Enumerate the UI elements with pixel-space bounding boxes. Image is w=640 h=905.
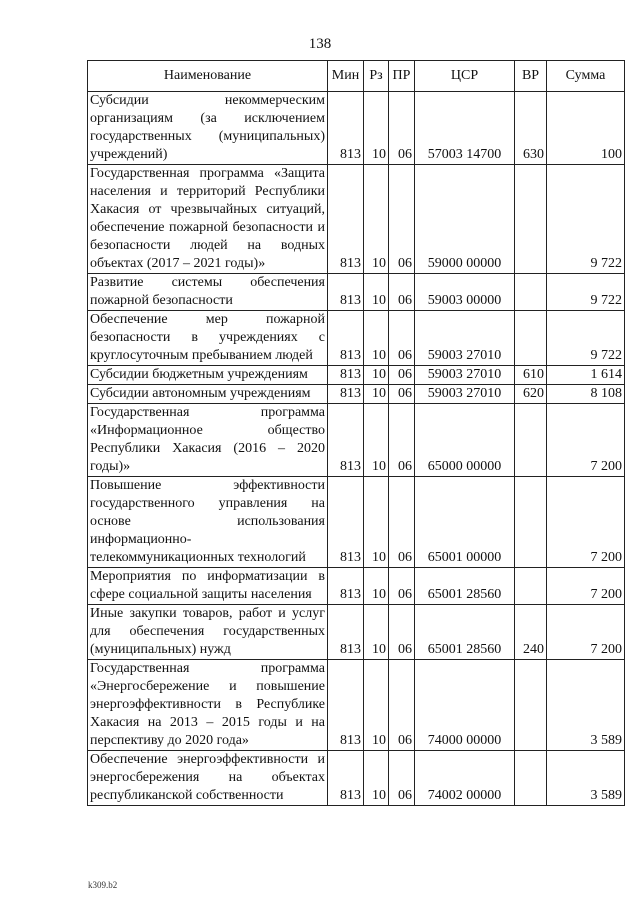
- row-name: Государственная программа «Защита населения и территорий Республики Хакасия от чрезвычайных ситуаций, обеспечение пожарной безопасности и безопасности людей на водных объектах (2017 – 2021 годы)»: [88, 165, 328, 274]
- row-sum: 3 589: [547, 660, 625, 751]
- row-pr: 06: [389, 385, 415, 404]
- row-csr: 59000 00000: [415, 165, 515, 274]
- row-name: Обеспечение мер пожарной безопасности в учреждениях с круглосуточным пребыванием людей: [88, 311, 328, 366]
- row-csr: 59003 27010: [415, 366, 515, 385]
- row-min: 813: [328, 605, 364, 660]
- table-row: [88, 568, 625, 605]
- row-csr: 65001 28560: [415, 605, 515, 660]
- row-vr: [515, 660, 547, 751]
- row-sum: 1 614: [547, 366, 625, 385]
- table-row: [88, 165, 625, 274]
- row-pr: 06: [389, 366, 415, 385]
- row-name: Иные закупки товаров, работ и услуг для обеспечения государственных (муниципальных) нужд: [88, 605, 328, 660]
- row-pr: 06: [389, 660, 415, 751]
- row-pr: 06: [389, 404, 415, 477]
- row-sum: 3 589: [547, 751, 625, 806]
- row-csr: 59003 27010: [415, 311, 515, 366]
- row-rz: 10: [364, 92, 389, 165]
- table-row: [88, 660, 625, 751]
- row-rz: 10: [364, 404, 389, 477]
- row-rz: 10: [364, 274, 389, 311]
- header-rz: Рз: [364, 61, 389, 92]
- header-name: Наименование: [88, 61, 328, 92]
- row-pr: 06: [389, 165, 415, 274]
- row-csr: 57003 14700: [415, 92, 515, 165]
- table-row: [88, 751, 625, 806]
- footer-code: k309.b2: [88, 880, 118, 890]
- row-min: 813: [328, 385, 364, 404]
- table-row: [88, 92, 625, 165]
- row-name: Мероприятия по информатизации в сфере социальной защиты населения: [88, 568, 328, 605]
- row-pr: 06: [389, 605, 415, 660]
- row-name: Обеспечение энергоэффективности и энергосбережения на объектах республиканской собственности: [88, 751, 328, 806]
- row-min: 813: [328, 751, 364, 806]
- row-csr: 59003 27010: [415, 385, 515, 404]
- row-name: Государственная программа «Информационное общество Республики Хакасия (2016 – 2020 годы)»: [88, 404, 328, 477]
- row-rz: 10: [364, 385, 389, 404]
- row-min: 813: [328, 568, 364, 605]
- row-pr: 06: [389, 92, 415, 165]
- row-pr: 06: [389, 311, 415, 366]
- row-name: Государственная программа «Энергосбережение и повышение энергоэффективности в Республике Хакасия на 2013 – 2015 годы и на перспективу до 2020 года»: [88, 660, 328, 751]
- table-row: [88, 366, 625, 385]
- row-pr: 06: [389, 751, 415, 806]
- row-min: 813: [328, 366, 364, 385]
- row-pr: 06: [389, 568, 415, 605]
- row-sum: 7 200: [547, 568, 625, 605]
- row-vr: [515, 165, 547, 274]
- row-sum: 7 200: [547, 605, 625, 660]
- row-sum: 7 200: [547, 404, 625, 477]
- row-csr: 74002 00000: [415, 751, 515, 806]
- row-vr: [515, 311, 547, 366]
- row-min: 813: [328, 660, 364, 751]
- row-vr: [515, 477, 547, 568]
- row-min: 813: [328, 311, 364, 366]
- row-pr: 06: [389, 477, 415, 568]
- row-sum: 9 722: [547, 311, 625, 366]
- row-vr: 630: [515, 92, 547, 165]
- row-rz: 10: [364, 751, 389, 806]
- row-name: Развитие системы обеспечения пожарной безопасности: [88, 274, 328, 311]
- row-rz: 10: [364, 311, 389, 366]
- row-csr: 65000 00000: [415, 404, 515, 477]
- row-rz: 10: [364, 660, 389, 751]
- table-row: [88, 385, 625, 404]
- row-rz: 10: [364, 165, 389, 274]
- row-vr: 240: [515, 605, 547, 660]
- row-name: Повышение эффективности государственного управления на основе использования информационно-телекоммуникационных технологий: [88, 477, 328, 568]
- header-csr: ЦСР: [415, 61, 515, 92]
- page-number: 138: [308, 36, 332, 52]
- header-min: Мин: [328, 61, 364, 92]
- row-pr: 06: [389, 274, 415, 311]
- row-csr: 59003 00000: [415, 274, 515, 311]
- budget-table: [87, 60, 625, 806]
- row-rz: 10: [364, 366, 389, 385]
- row-min: 813: [328, 92, 364, 165]
- row-csr: 74000 00000: [415, 660, 515, 751]
- row-name: Субсидии бюджетным учреждениям: [88, 366, 328, 385]
- row-sum: 7 200: [547, 477, 625, 568]
- header-pr: ПР: [389, 61, 415, 92]
- row-rz: 10: [364, 568, 389, 605]
- row-csr: 65001 28560: [415, 568, 515, 605]
- header-vr: ВР: [515, 61, 547, 92]
- row-name: Субсидии автономным учреждениям: [88, 385, 328, 404]
- row-min: 813: [328, 404, 364, 477]
- row-min: 813: [328, 165, 364, 274]
- row-rz: 10: [364, 477, 389, 568]
- row-sum: 9 722: [547, 165, 625, 274]
- row-rz: 10: [364, 605, 389, 660]
- table-row: [88, 477, 625, 568]
- header-sum: Сумма: [547, 61, 625, 92]
- row-min: 813: [328, 477, 364, 568]
- row-sum: 8 108: [547, 385, 625, 404]
- row-vr: [515, 274, 547, 311]
- row-min: 813: [328, 274, 364, 311]
- row-sum: 100: [547, 92, 625, 165]
- table-row: [88, 605, 625, 660]
- row-vr: [515, 751, 547, 806]
- row-vr: [515, 568, 547, 605]
- table-row: [88, 274, 625, 311]
- table-row: [88, 404, 625, 477]
- row-name: Субсидии некоммерческим организациям (за исключением государственных (муниципальных) учреждений): [88, 92, 328, 165]
- header-row: [88, 61, 625, 92]
- row-vr: [515, 404, 547, 477]
- row-csr: 65001 00000: [415, 477, 515, 568]
- row-vr: 620: [515, 385, 547, 404]
- table-row: [88, 311, 625, 366]
- row-sum: 9 722: [547, 274, 625, 311]
- row-vr: 610: [515, 366, 547, 385]
